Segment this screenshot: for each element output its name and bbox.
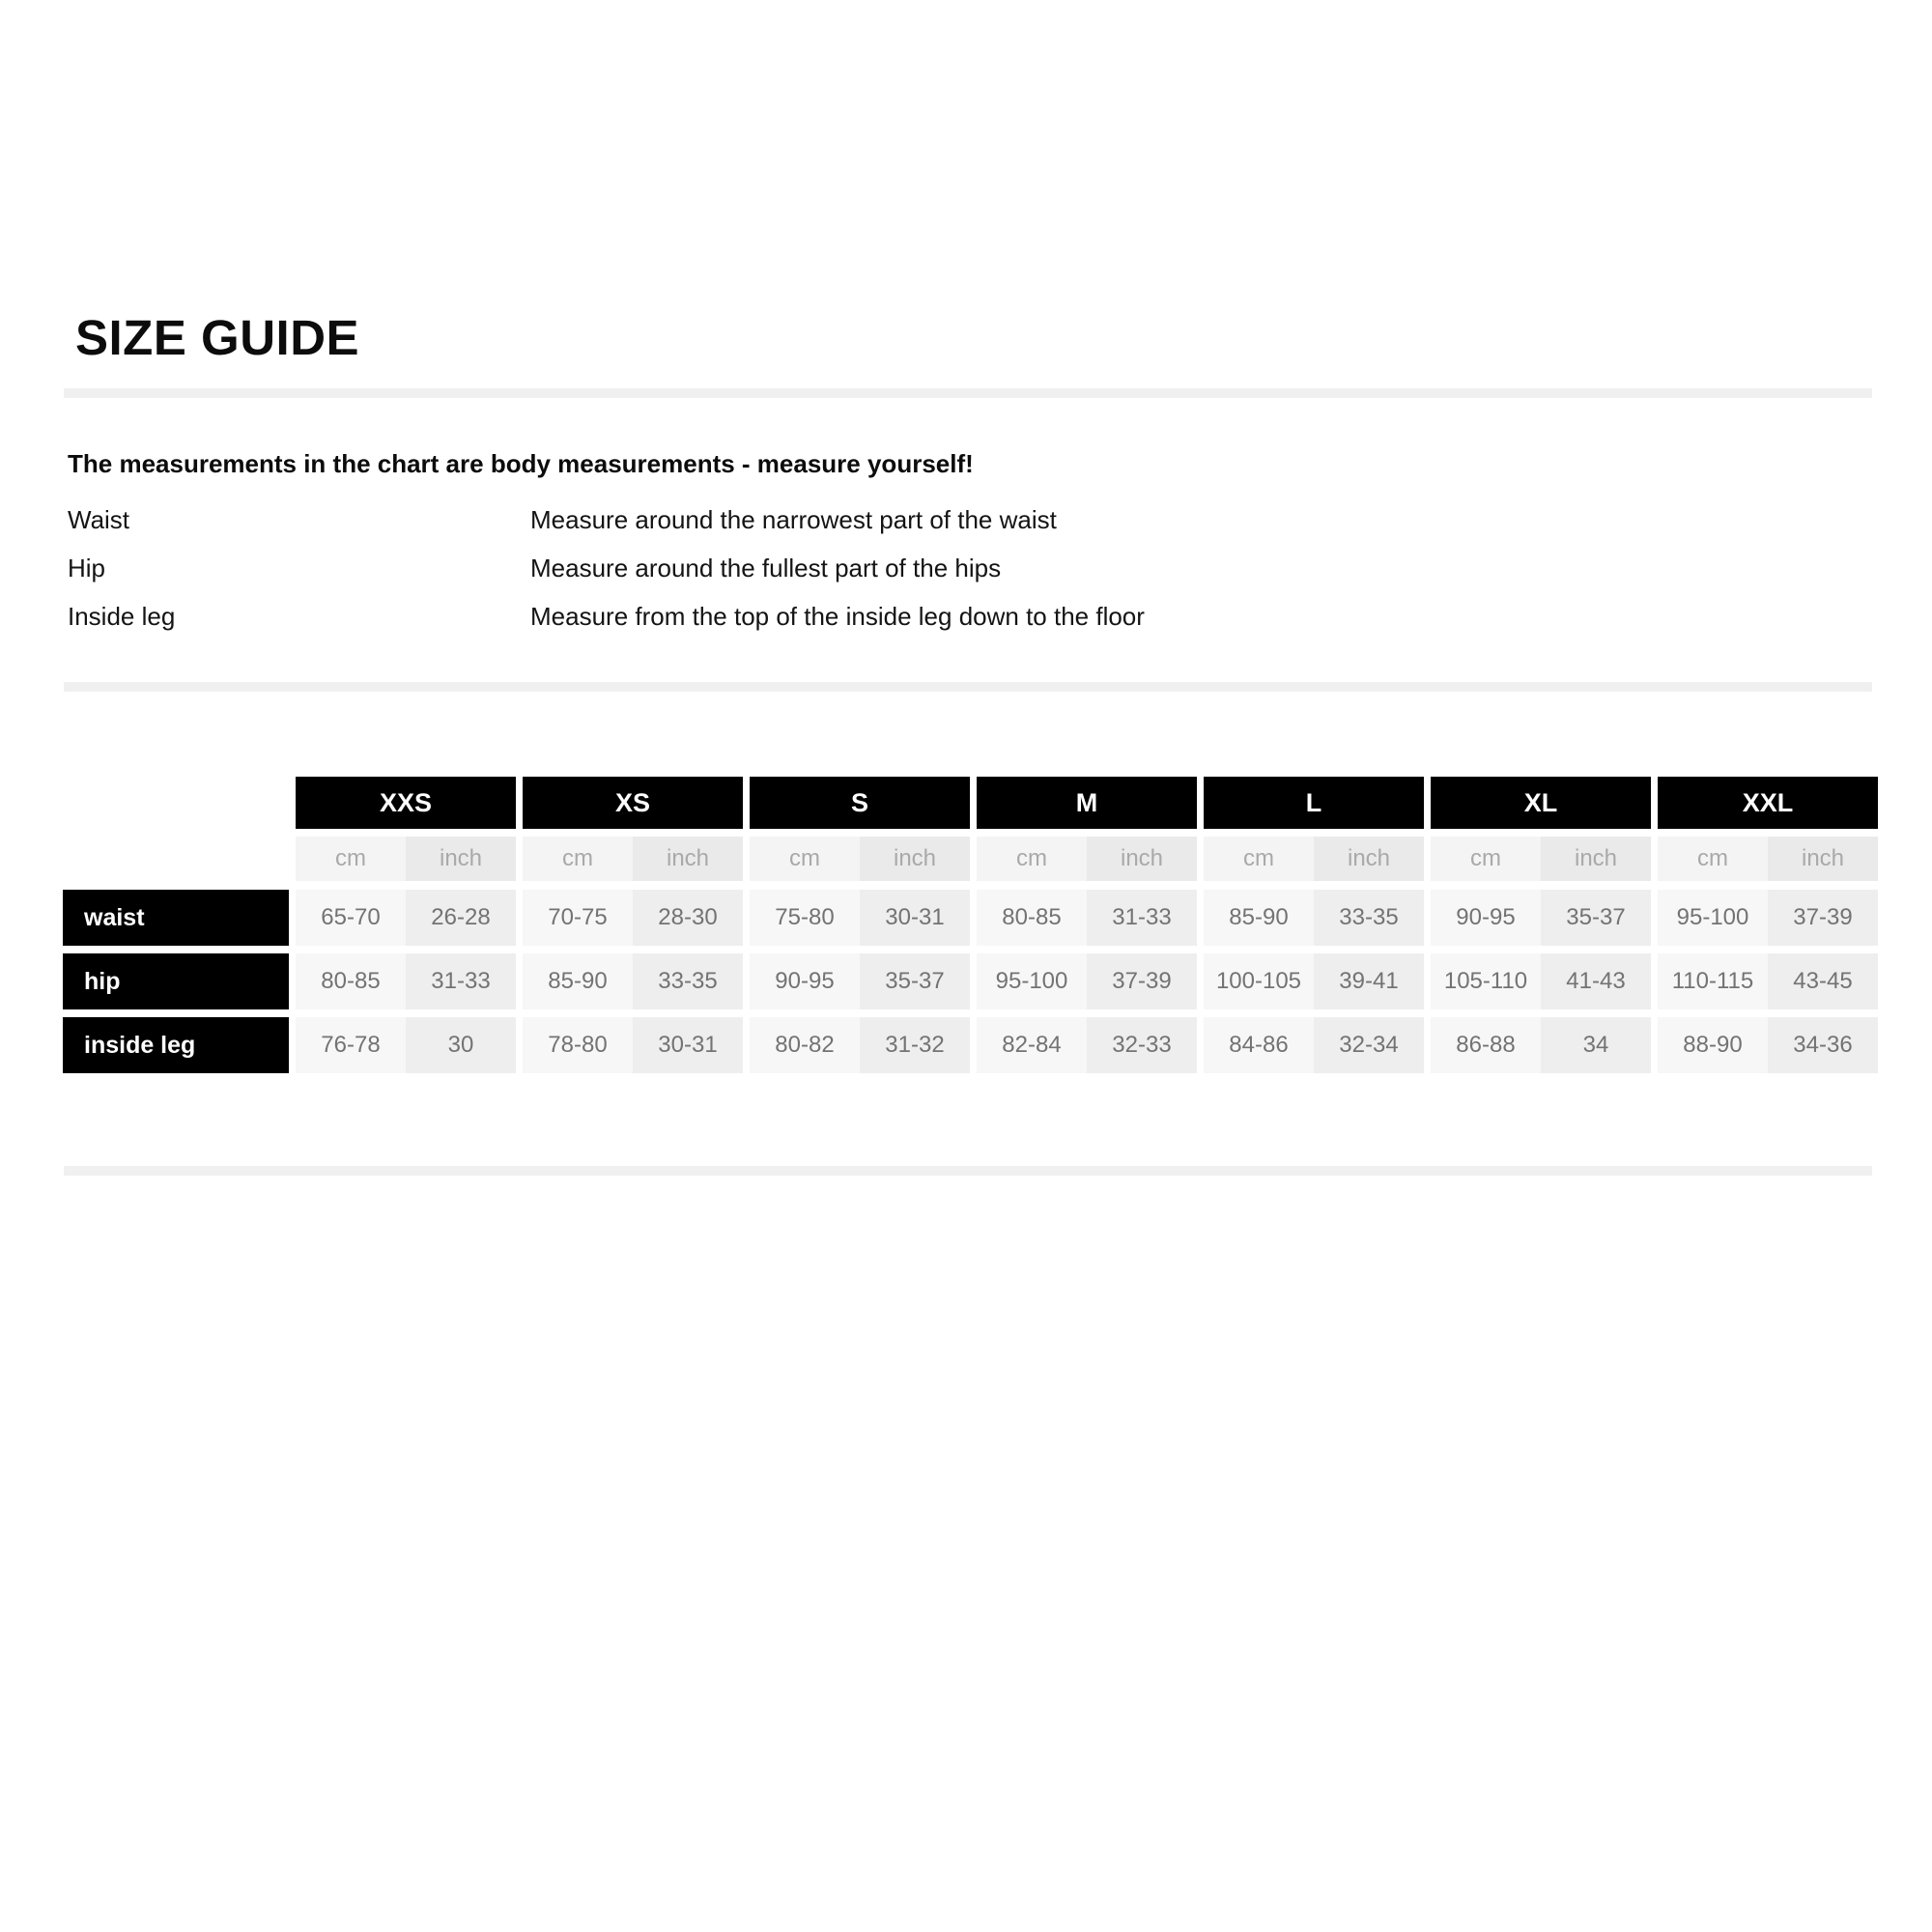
data-cell: 90-95 [1431, 890, 1541, 946]
data-cell: 31-32 [860, 1017, 970, 1073]
table-row-inside-leg [63, 1017, 1878, 1073]
size-group [977, 890, 1197, 946]
measurement-definitions [68, 504, 1145, 649]
data-cell: 86-88 [1431, 1017, 1541, 1073]
unit-header-inch: inch [860, 837, 970, 881]
header-spacer [63, 777, 289, 829]
definition-row [68, 553, 1145, 601]
unit-group-m [977, 837, 1197, 881]
unit-header-inch: inch [1314, 837, 1424, 881]
data-cell: 33-35 [1314, 890, 1424, 946]
unit-header-cm: cm [1431, 837, 1541, 881]
size-group [1658, 953, 1878, 1009]
data-cell: 100-105 [1204, 953, 1314, 1009]
table-row-hip [63, 953, 1878, 1009]
header-spacer [63, 837, 289, 881]
unit-header-inch: inch [1541, 837, 1651, 881]
size-group [1431, 1017, 1651, 1073]
unit-header-inch: inch [1768, 837, 1878, 881]
row-label-hip: hip [63, 953, 289, 1009]
row-label-inside-leg: inside leg [63, 1017, 289, 1073]
definition-label: Inside leg [68, 602, 176, 631]
definition-description: Measure around the fullest part of the hips [530, 554, 1002, 582]
definition-description: Measure from the top of the inside leg down to the floor [530, 602, 1145, 631]
data-cell: 32-33 [1087, 1017, 1197, 1073]
data-cell: 31-33 [1087, 890, 1197, 946]
unit-header-cm: cm [977, 837, 1087, 881]
row-label-waist: waist [63, 890, 289, 946]
data-cell: 84-86 [1204, 1017, 1314, 1073]
data-cell: 30-31 [860, 890, 970, 946]
unit-header-cm: cm [1204, 837, 1314, 881]
unit-header-cm: cm [296, 837, 406, 881]
unit-header-inch: inch [406, 837, 516, 881]
unit-header-inch: inch [1087, 837, 1197, 881]
data-cell: 33-35 [633, 953, 743, 1009]
unit-header-cm: cm [1658, 837, 1768, 881]
unit-group-l [1204, 837, 1424, 881]
unit-group-s [750, 837, 970, 881]
size-header-row [63, 777, 1878, 829]
data-cell: 32-34 [1314, 1017, 1424, 1073]
size-group [977, 953, 1197, 1009]
size-group [296, 890, 516, 946]
unit-group-xxl [1658, 837, 1878, 881]
intro-text: The measurements in the chart are body measurements - measure yourself! [68, 449, 974, 478]
data-cell: 90-95 [750, 953, 860, 1009]
unit-group-xl [1431, 837, 1651, 881]
data-cell: 80-85 [977, 890, 1087, 946]
size-group [523, 1017, 743, 1073]
data-cell: 35-37 [1541, 890, 1651, 946]
size-header-s: S [750, 777, 970, 829]
divider [64, 1166, 1872, 1176]
unit-header-cm: cm [523, 837, 633, 881]
data-cell: 75-80 [750, 890, 860, 946]
data-cell: 76-78 [296, 1017, 406, 1073]
size-group [523, 890, 743, 946]
page-title: SIZE GUIDE [75, 310, 360, 365]
data-cell: 105-110 [1431, 953, 1541, 1009]
data-cell: 43-45 [1768, 953, 1878, 1009]
data-cell: 88-90 [1658, 1017, 1768, 1073]
data-cell: 34-36 [1768, 1017, 1878, 1073]
data-cell: 65-70 [296, 890, 406, 946]
unit-header-row [63, 837, 1878, 881]
size-header-xxl: XXL [1658, 777, 1878, 829]
data-cell: 41-43 [1541, 953, 1651, 1009]
data-cell: 95-100 [1658, 890, 1768, 946]
size-group [1431, 890, 1651, 946]
data-cell: 35-37 [860, 953, 970, 1009]
unit-group-xxs [296, 837, 516, 881]
divider [64, 388, 1872, 398]
size-group [296, 953, 516, 1009]
data-cell: 34 [1541, 1017, 1651, 1073]
data-cell: 78-80 [523, 1017, 633, 1073]
data-cell: 70-75 [523, 890, 633, 946]
data-cell: 82-84 [977, 1017, 1087, 1073]
definition-label: Hip [68, 554, 106, 582]
data-cell: 85-90 [1204, 890, 1314, 946]
size-group [523, 953, 743, 1009]
data-cell: 26-28 [406, 890, 516, 946]
size-header-l: L [1204, 777, 1424, 829]
definition-label: Waist [68, 505, 130, 534]
size-header-m: M [977, 777, 1197, 829]
data-cell: 39-41 [1314, 953, 1424, 1009]
size-group [750, 890, 970, 946]
size-group [1204, 1017, 1424, 1073]
size-group [1658, 1017, 1878, 1073]
size-group [1204, 953, 1424, 1009]
size-group [296, 1017, 516, 1073]
data-cell: 37-39 [1087, 953, 1197, 1009]
size-header-xs: XS [523, 777, 743, 829]
data-cell: 37-39 [1768, 890, 1878, 946]
unit-header-inch: inch [633, 837, 743, 881]
size-group [1431, 953, 1651, 1009]
definition-row [68, 504, 1145, 553]
data-cell: 80-82 [750, 1017, 860, 1073]
data-cell: 28-30 [633, 890, 743, 946]
definition-description: Measure around the narrowest part of the waist [530, 505, 1057, 534]
size-group [1204, 890, 1424, 946]
data-cell: 30-31 [633, 1017, 743, 1073]
size-header-xxs: XXS [296, 777, 516, 829]
divider [64, 682, 1872, 692]
data-cell: 30 [406, 1017, 516, 1073]
unit-header-cm: cm [750, 837, 860, 881]
unit-group-xs [523, 837, 743, 881]
data-cell: 110-115 [1658, 953, 1768, 1009]
data-cell: 31-33 [406, 953, 516, 1009]
data-cell: 80-85 [296, 953, 406, 1009]
data-cell: 95-100 [977, 953, 1087, 1009]
size-table [63, 777, 1878, 1081]
size-group [750, 1017, 970, 1073]
size-group [750, 953, 970, 1009]
size-group [977, 1017, 1197, 1073]
table-row-waist [63, 890, 1878, 946]
size-group [1658, 890, 1878, 946]
size-header-xl: XL [1431, 777, 1651, 829]
data-cell: 85-90 [523, 953, 633, 1009]
definition-row [68, 601, 1145, 649]
